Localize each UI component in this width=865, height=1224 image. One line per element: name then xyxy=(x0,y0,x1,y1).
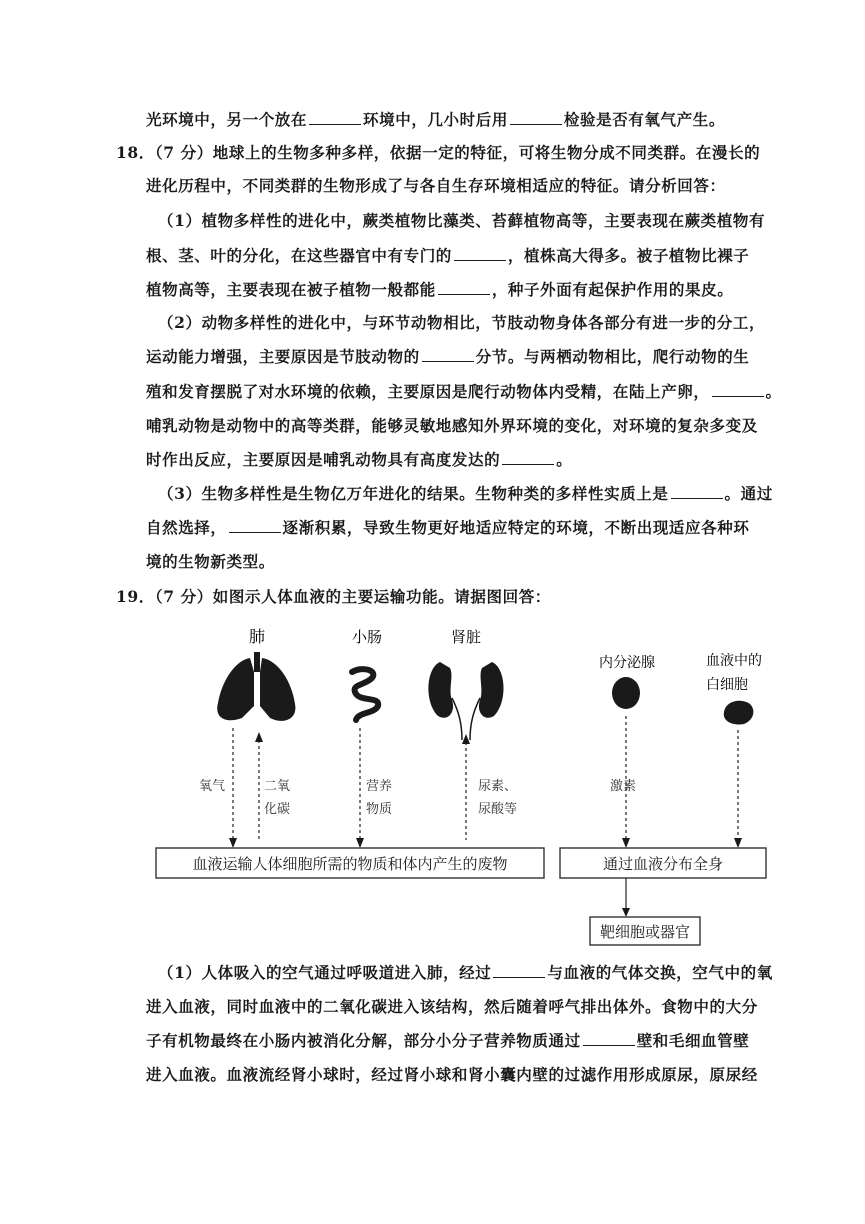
waste-arrow-icon xyxy=(462,734,470,744)
line-text: 壁和毛细血管壁 xyxy=(636,1031,750,1050)
target-arrow-icon xyxy=(622,908,630,917)
line-text: 。 xyxy=(765,382,782,401)
line-text: 环境中，几小时后用 xyxy=(363,110,508,129)
line-text: 分节。与两栖动物相比，爬行动物的生 xyxy=(475,347,750,366)
line-text: 哺乳动物是动物中的高等类群，能够灵敏地感知外界环境的变化，对环境的复杂多变及 xyxy=(146,416,758,435)
hormone-arrow-icon xyxy=(622,838,630,848)
hormone-label: 激素 xyxy=(610,779,637,794)
intestine-label: 小肠 xyxy=(351,628,383,646)
line-text: 运动能力增强，主要原因是节肢动物的 xyxy=(146,347,420,366)
line-text: （1）人体吸入的空气通过呼吸道进入肺，经过 xyxy=(158,963,492,982)
line-text: 根、茎、叶的分化，在这些器官中有专门的 xyxy=(146,246,452,265)
white-blood-cell-icon xyxy=(724,701,754,725)
box-whole-body: 通过血液分布全身 xyxy=(602,855,724,873)
nutrient-label-line2: 物质 xyxy=(366,802,393,817)
endocrine-gland-icon xyxy=(612,677,640,709)
box-target-organ: 靶细胞或器官 xyxy=(599,923,691,941)
line-text: 19．（7 分）如图示人体血液的主要运输功能。请据图回答： xyxy=(116,587,551,606)
oxygen-arrow-icon xyxy=(229,838,237,848)
line-text: ，植株高大得多。被子植物比裸子 xyxy=(507,246,750,265)
line-text: 18．（7 分）地球上的生物多种多样，依据一定的特征，可将生物分成不同类群。在漫长的 xyxy=(116,143,761,162)
kidneys-icon xyxy=(428,662,503,718)
wbc-label-line2: 白细胞 xyxy=(706,677,748,693)
line-text: 自然选择， xyxy=(146,518,227,537)
line-text: 进入血液，同时血液中的二氧化碳进入该结构，然后随着呼气排出体外。食物中的大分 xyxy=(146,997,758,1016)
line-text: 子有机物最终在小肠内被消化分解，部分小分子营养物质通过 xyxy=(146,1031,581,1050)
box-blood-transport: 血液运输人体细胞所需的物质和体内产生的废物 xyxy=(192,855,508,873)
line-text: 逐渐积累，导致生物更好地适应特定的环境，不断出现适应各种环 xyxy=(282,518,750,537)
line-text: 与血液的气体交换，空气中的氧 xyxy=(547,963,773,982)
wbc-label-line1: 血液中的 xyxy=(706,653,762,669)
line-text: 进入血液。血液流经肾小球时，经过肾小球和肾小囊内壁的过滤作用形成原尿，原尿经 xyxy=(146,1065,758,1084)
line-text: 光环境中，另一个放在 xyxy=(146,110,308,129)
line-text: 殖和发育摆脱了对水环境的依赖，主要原因是爬行动物体内受精，在陆上产卵， xyxy=(146,382,710,401)
wbc-arrow-icon xyxy=(734,838,742,848)
co2-arrow-icon xyxy=(255,732,263,742)
line-text: 进化历程中，不同类群的生物形成了与各自生存环境相适应的特征。请分析回答： xyxy=(146,176,726,195)
lungs-icon xyxy=(217,652,295,721)
oxygen-label: 氧气 xyxy=(199,779,226,794)
line-text: （3）生物多样性是生物亿万年进化的结果。生物种类的多样性实质上是 xyxy=(158,484,669,503)
lung-label: 肺 xyxy=(248,627,266,646)
co2-label-line1: 二氧 xyxy=(264,779,291,794)
nutrient-arrow-icon xyxy=(356,838,364,848)
waste-label-line2: 尿酸等 xyxy=(478,802,518,817)
waste-label-line1: 尿素、 xyxy=(478,779,518,794)
kidney-label: 肾脏 xyxy=(450,628,482,646)
line-text: （2）动物多样性的进化中，与环节动物相比，节肢动物身体各部分有进一步的分工， xyxy=(158,313,766,332)
line-text: （1）植物多样性的进化中，蕨类植物比藻类、苔藓植物高等，主要表现在蕨类植物有 xyxy=(158,211,766,230)
small-intestine-icon xyxy=(352,669,378,720)
line-text: 境的生物新类型。 xyxy=(146,552,275,571)
line-text: ，种子外面有起保护作用的果皮。 xyxy=(491,280,734,299)
line-text: 时作出反应，主要原因是哺乳动物具有高度发达的 xyxy=(146,450,501,469)
nutrient-label-line1: 营养 xyxy=(366,779,393,794)
line-text: 检验是否有氧气产生。 xyxy=(563,110,725,129)
line-text: 。通过 xyxy=(724,484,773,503)
gland-label: 内分泌腺 xyxy=(599,655,655,671)
line-text: 。 xyxy=(556,450,573,469)
co2-label-line2: 化碳 xyxy=(264,802,291,817)
line-text: 植物高等，主要表现在被子植物一般都能 xyxy=(146,280,436,299)
